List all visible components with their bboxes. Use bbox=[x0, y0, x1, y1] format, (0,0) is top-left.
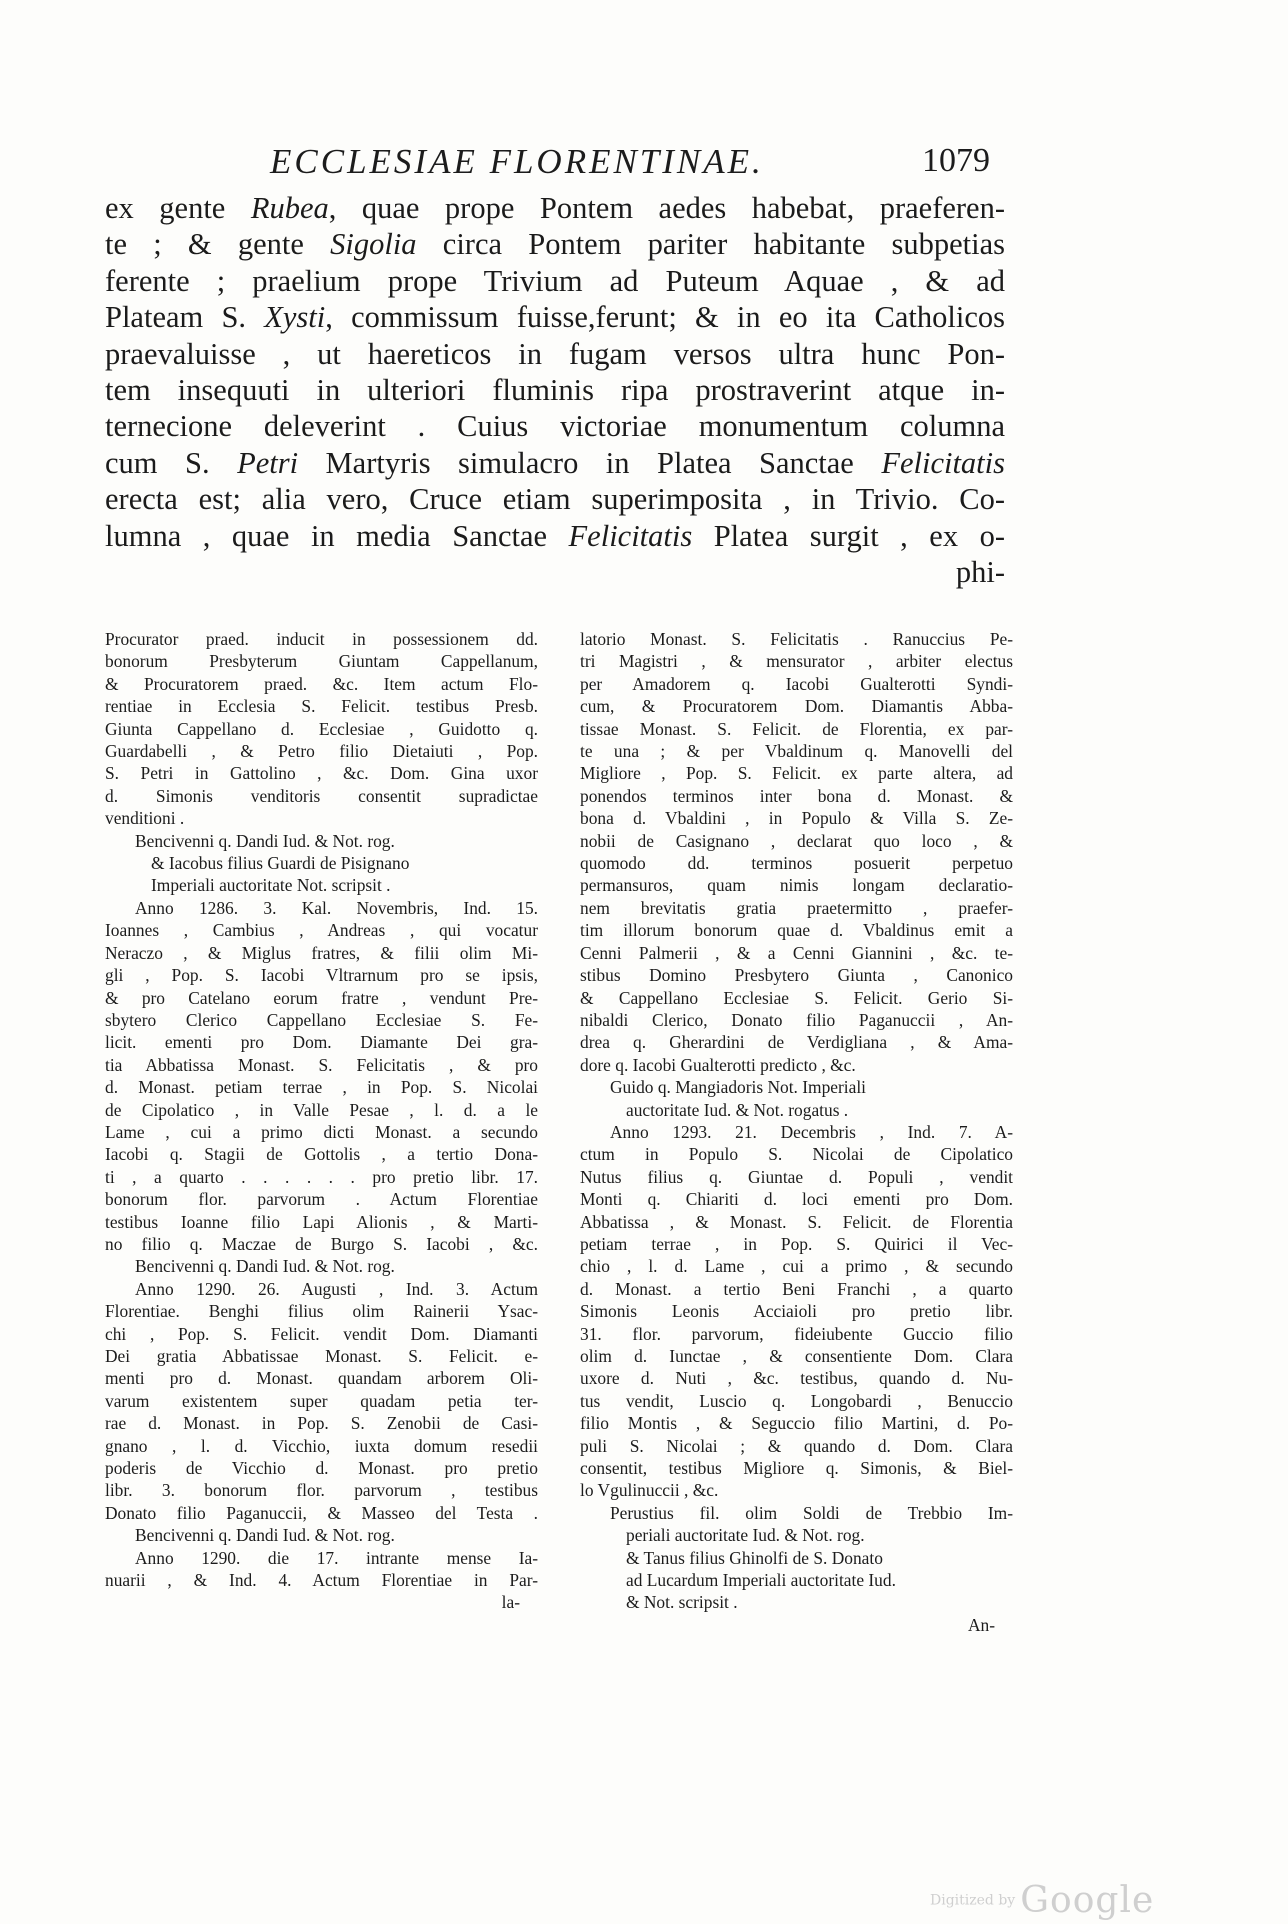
footnote-line: chi , Pop. S. Felicit. vendit Dom. Diamanti bbox=[105, 1323, 538, 1344]
footnote-line: & Procuratorem praed. &c. Item actum Flo- bbox=[105, 673, 538, 694]
main-text-line bbox=[105, 226, 1005, 262]
main-text-line bbox=[105, 554, 1005, 590]
footnote-line: cum, & Procuratorem Dom. Diamantis Abba- bbox=[580, 696, 1013, 717]
footnote-line: Simonis Leonis Acciaioli pro pretio libr. bbox=[580, 1301, 1013, 1322]
footnote-line: nobii de Casignano , declarat quo loco , & bbox=[580, 830, 1013, 851]
footnote-line: ctum in Populo S. Nicolai de Cipolatico bbox=[580, 1144, 1013, 1165]
main-text-line bbox=[105, 299, 1005, 335]
footnote-line: libr. 3. bonorum flor. parvorum , testibus bbox=[105, 1480, 538, 1501]
footnote-line: Anno 1290. die 17. intrante mense Ia- bbox=[135, 1547, 538, 1568]
text-run: ternecione deleverint . Cuius victoriae monumentum columna bbox=[105, 409, 1005, 444]
main-text-line bbox=[105, 481, 1005, 517]
text-run: te ; & gente bbox=[105, 227, 331, 262]
footnote-line: puli S. Nicolai ; & quando d. Dom. Clara bbox=[580, 1435, 1013, 1456]
footnote-line: Anno 1293. 21. Decembris , Ind. 7. A- bbox=[610, 1121, 1013, 1142]
footnote-line: & pro Catelano eorum fratre , vendunt Pre- bbox=[105, 987, 538, 1008]
footnote-line: gnano , l. d. Vicchio, iuxta domum resedii bbox=[105, 1435, 538, 1456]
footnote-line: nem brevitatis gratia praetermitto , praefer- bbox=[580, 897, 1013, 918]
footnote-line: tus vendit, Luscio q. Longobardi , Benuccio bbox=[580, 1390, 1013, 1411]
footnote-line: chio , l. d. Lame , cui a primo , & secundo bbox=[580, 1256, 1013, 1277]
footnote-line: Dei gratia Abbatissae Monast. S. Felicit. e- bbox=[105, 1346, 538, 1366]
footnote-line: Bencivenni q. Dandi Iud. & Not. rog. bbox=[135, 1525, 395, 1546]
footnote-line: no filio q. Maczae de Burgo S. Iacobi , &c. bbox=[105, 1233, 538, 1254]
footnote-line: Donato filio Paganuccii, & Masseo del Testa . bbox=[105, 1502, 538, 1523]
footnote-line: ti , a quarto . . . . . . pro pretio libr. 17. bbox=[105, 1166, 538, 1187]
text-run: Martyris simulacro in Platea Sanctae bbox=[298, 445, 882, 480]
footnote-line: Ioannes , Cambius , Andreas , qui vocatur bbox=[105, 920, 538, 941]
footnote-line: ad Lucardum Imperiali auctoritate Iud. bbox=[626, 1570, 896, 1591]
footnote-line: menti pro d. Monast. quandam arborem Oli- bbox=[105, 1368, 538, 1389]
footnote-line: rae d. Monast. in Pop. S. Zenobii de Casi- bbox=[105, 1413, 538, 1434]
footnote-line: olim d. Iunctae , & consentiente Dom. Clara bbox=[580, 1346, 1013, 1366]
text-run: circa Pontem pariter habitante subpetias bbox=[416, 227, 1005, 262]
footnote-line: la- bbox=[501, 1592, 520, 1613]
footnote-line: tri Magistri , & mensurator , arbiter electus bbox=[580, 651, 1013, 672]
text-run: Platea surgit , ex o- bbox=[692, 518, 1005, 553]
footnote-line: Lame , cui a primo dicti Monast. a secundo bbox=[105, 1121, 538, 1142]
italic-name: Xysti bbox=[264, 300, 326, 335]
footnote-line: permansuros, quam nimis longam declaratio- bbox=[580, 875, 1013, 896]
text-run: phi- bbox=[955, 554, 1005, 589]
footnote-line: bona d. Vbaldini , in Populo & Villa S. Ze- bbox=[580, 808, 1013, 829]
italic-name: Felicitatis bbox=[881, 445, 1005, 480]
footnote-line: per Amadorem q. Iacobi Gualterotti Syndi- bbox=[580, 673, 1013, 694]
footnote-line: tim illorum bonorum quae d. Vbaldinus emit a bbox=[580, 920, 1013, 941]
footnotes bbox=[105, 628, 1013, 1848]
footnote-line: latorio Monast. S. Felicitatis . Ranuccius Pe- bbox=[580, 629, 1013, 649]
italic-name: Petri bbox=[237, 445, 299, 480]
footnote-line: tissae Monast. S. Felicit. de Florentia, ex par- bbox=[580, 718, 1013, 739]
main-text-line bbox=[105, 190, 1005, 226]
main-text-line bbox=[105, 263, 1005, 299]
footnote-line: petiam terrae , in Pop. S. Quirici il Vec- bbox=[580, 1233, 1013, 1254]
footnote-line: consentit, testibus Migliore q. Simonis, & Biel- bbox=[580, 1458, 1013, 1479]
footnote-line: nuarii , & Ind. 4. Actum Florentiae in Par- bbox=[105, 1570, 538, 1591]
footnote-line: Guido q. Mangiadoris Not. Imperiali bbox=[610, 1077, 866, 1098]
italic-name: Felicitatis bbox=[568, 518, 693, 553]
footnote-line: stibus Domino Presbytero Giunta , Canonico bbox=[580, 965, 1013, 986]
footnote-line: licit. ementi pro Dom. Diamante Dei gra- bbox=[105, 1032, 538, 1053]
footnote-line: bonorum flor. parvorum . Actum Florentiae bbox=[105, 1189, 538, 1210]
watermark-logo: Google bbox=[1020, 1880, 1155, 1921]
footnote-line: Cenni Palmerii , & a Cenni Giannini , &c. te- bbox=[580, 942, 1013, 963]
footnote-line: Florentiae. Benghi filius olim Rainerii Ysac- bbox=[105, 1301, 538, 1322]
footnote-line: varum existentem super quadam petia ter- bbox=[105, 1390, 538, 1411]
footnote-column-right bbox=[580, 628, 1013, 1636]
watermark-prefix: Digitized by bbox=[930, 1892, 1016, 1909]
footnote-line: dore q. Iacobi Gualterotti predicto , &c. bbox=[580, 1054, 856, 1075]
footnote-line: Procurator praed. inducit in possessionem dd. bbox=[105, 629, 538, 649]
footnote-line: venditioni . bbox=[105, 808, 185, 829]
footnote-line: & Cappellano Ecclesiae S. Felicit. Gerio Si- bbox=[580, 987, 1013, 1008]
italic-name: Sigolia bbox=[330, 227, 417, 262]
footnote-line: & Tanus filius Ghinolfi de S. Donato bbox=[626, 1547, 883, 1568]
footnote-line: Nutus filius q. Giuntae d. Populi , vendit bbox=[580, 1166, 1013, 1187]
main-text-line bbox=[105, 336, 1005, 372]
footnote-line: uxore d. Nuti , &c. testibus, quando d. Nu- bbox=[580, 1368, 1013, 1389]
text-run: Plateam S. bbox=[105, 300, 265, 335]
footnote-line: filio Montis , & Seguccio filio Martini, d. Po- bbox=[580, 1413, 1013, 1434]
footnote-line: te una ; & per Vbaldinum q. Manovelli del bbox=[580, 741, 1013, 762]
footnote-line: Iacobi q. Stagii de Gottolis , a tertio Dona- bbox=[105, 1144, 538, 1165]
text-run: , quae prope Pontem aedes habebat, praeferen- bbox=[328, 191, 1006, 225]
footnote-line: Imperiali auctoritate Not. scripsit . bbox=[151, 875, 391, 896]
footnote-line: Anno 1286. 3. Kal. Novembris, Ind. 15. bbox=[135, 897, 538, 918]
footnote-line: Migliore , Pop. S. Felicit. ex parte altera, ad bbox=[580, 763, 1013, 784]
footnote-line: auctoritate Iud. & Not. rogatus . bbox=[626, 1099, 849, 1120]
footnote-line: ponendos terminos inter bona d. Monast. & bbox=[580, 785, 1013, 806]
footnote-line: drea q. Gherardini de Verdigliana , & Ama- bbox=[580, 1032, 1013, 1053]
text-run: ex gente bbox=[105, 191, 251, 225]
footnote-line: rentiae in Ecclesia S. Felicit. testibus Presb. bbox=[105, 696, 538, 717]
text-run: praevaluisse , ut haereticos in fugam versos ultra hunc Pon- bbox=[105, 336, 1005, 371]
text-run: erecta est; alia vero, Cruce etiam superimposita , in Trivio. Co- bbox=[105, 482, 1005, 517]
main-text-line bbox=[105, 372, 1005, 408]
footnote-line: Anno 1290. 26. Augusti , Ind. 3. Actum bbox=[135, 1278, 538, 1299]
footnote-line: Monti q. Chiariti d. loci ementi pro Dom. bbox=[580, 1189, 1013, 1210]
footnote-line: gli , Pop. S. Iacobi Vltrarnum pro se ipsis, bbox=[105, 965, 538, 986]
text-run: , commissum fuisse,ferunt; & in eo ita Catholicos bbox=[325, 300, 1005, 335]
footnote-line: Neraczo , & Miglus fratres, & filii olim Mi- bbox=[105, 942, 538, 963]
main-text-line bbox=[105, 408, 1005, 444]
footnote-line: lo Vgulinuccii , &c. bbox=[580, 1480, 719, 1501]
footnote-column-left bbox=[105, 628, 538, 1614]
text-run: ferente ; praelium prope Trivium ad Puteum Aquae , & ad bbox=[105, 263, 1005, 298]
footnote-line: 31. flor. parvorum, fideiubente Guccio filio bbox=[580, 1323, 1013, 1344]
italic-name: Rubea bbox=[250, 191, 329, 225]
page-number: 1079 bbox=[922, 142, 990, 179]
footnote-line: bonorum Presbyterum Giuntam Cappellanum, bbox=[105, 651, 538, 672]
running-head bbox=[270, 142, 990, 186]
footnote-line: S. Petri in Gattolino , &c. Dom. Gina uxor bbox=[105, 763, 538, 784]
text-run: cum S. bbox=[105, 445, 238, 480]
text-run: tem insequuti in ulteriori fluminis ripa prostraverint atque in- bbox=[105, 372, 1005, 407]
footnote-line: Bencivenni q. Dandi Iud. & Not. rog. bbox=[135, 830, 395, 851]
footnote-line: & Iacobus filius Guardi de Pisignano bbox=[151, 853, 410, 874]
footnote-line: poderis de Vicchio d. Monast. pro pretio bbox=[105, 1458, 538, 1479]
main-text-line bbox=[105, 518, 1005, 554]
footnote-line: & Not. scripsit . bbox=[626, 1592, 738, 1613]
footnote-line: Bencivenni q. Dandi Iud. & Not. rog. bbox=[135, 1256, 395, 1277]
footnote-line: periali auctoritate Iud. & Not. rog. bbox=[626, 1525, 865, 1546]
footnote-line: testibus Ioanne filio Lapi Alionis , & Marti- bbox=[105, 1211, 538, 1232]
footnote-line: Guardabelli , & Petro filio Dietaiuti , Pop. bbox=[105, 741, 538, 762]
footnote-line: An- bbox=[967, 1614, 995, 1635]
main-text-block bbox=[105, 190, 1005, 590]
text-run: lumna , quae in media Sanctae bbox=[105, 518, 569, 553]
footnote-line: d. Monast. a tertio Beni Franchi , a quarto bbox=[580, 1278, 1013, 1299]
footnote-line: de Cipolatico , in Valle Pesae , l. d. a le bbox=[105, 1099, 538, 1120]
footnote-line: Perustius fil. olim Soldi de Trebbio Im- bbox=[610, 1502, 1013, 1523]
footnote-line: tia Abbatissa Monast. S. Felicitatis , & pro bbox=[105, 1054, 538, 1075]
footnote-line: nibaldi Clerico, Donato filio Paganuccii , An- bbox=[580, 1009, 1013, 1030]
footnote-line: Abbatissa , & Monast. S. Felicit. de Florentia bbox=[580, 1211, 1013, 1232]
running-title: ECCLESIAE FLORENTINAE. bbox=[270, 142, 764, 181]
footnote-line: quomodo dd. terminos posuerit perpetuo bbox=[580, 853, 1013, 874]
footnote-line: sbytero Clerico Cappellano Ecclesiae S. Fe- bbox=[105, 1009, 538, 1030]
footnote-line: d. Simonis venditoris consentit supradictae bbox=[105, 785, 538, 806]
digitized-watermark bbox=[930, 1880, 1154, 1921]
footnote-line: d. Monast. petiam terrae , in Pop. S. Nicolai bbox=[105, 1077, 538, 1098]
footnote-line: Giunta Cappellano d. Ecclesiae , Guidotto q. bbox=[105, 718, 538, 739]
main-text-line bbox=[105, 445, 1005, 481]
